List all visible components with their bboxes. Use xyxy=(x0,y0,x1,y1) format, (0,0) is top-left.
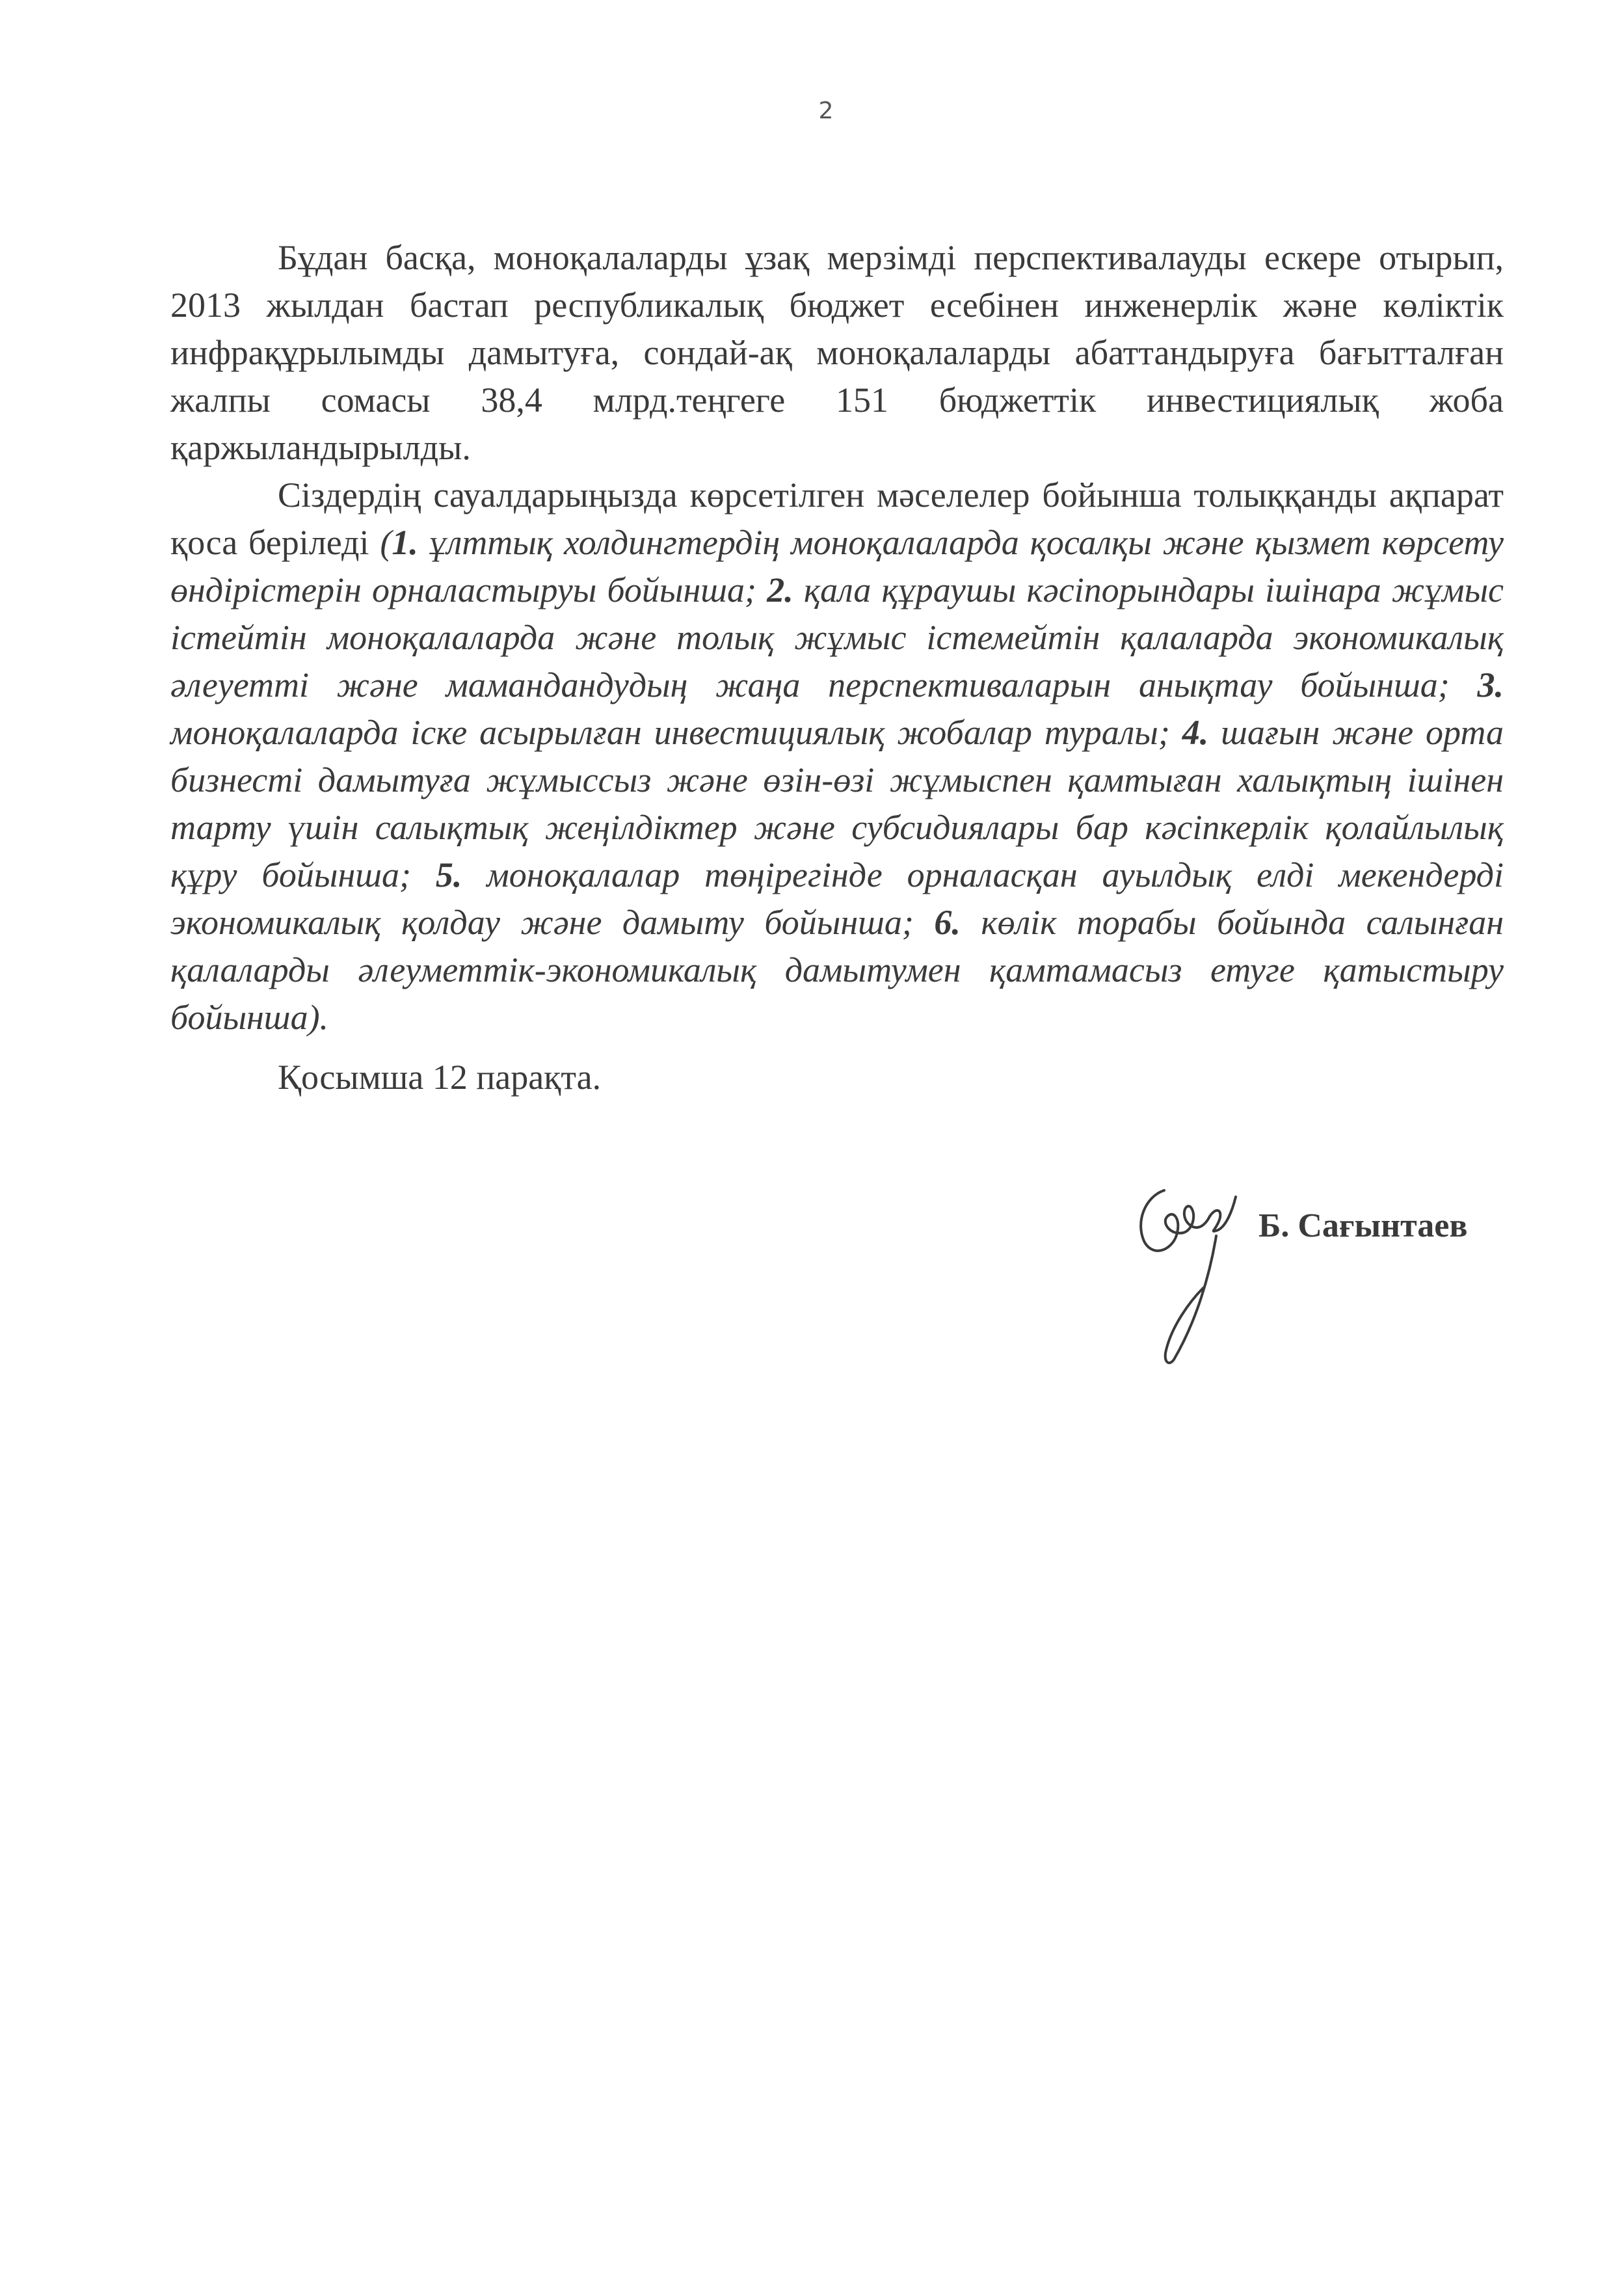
item-text: моноқалаларда іске асырылған инвестициялық жобалар туралы; xyxy=(170,713,1182,752)
item-text: ұлттық холдингтердің моноқалаларда қосалқы және қызмет көрсету өндірістерін орналастыруы бойынша; xyxy=(170,523,1504,609)
handwritten-signature xyxy=(1119,1171,1275,1366)
paragraph-2-intro: Сіздердің сауалдарыңызда көрсетілген мәселелер бойынша толыққанды ақпарат қоса беріледі xyxy=(170,475,1504,562)
paragraph-1: Бұдан басқа, моноқалаларды ұзақ мерзімді перспективалауды ескере отырып, 2013 жылдан бастап республикалық бюджет есебінен инженерлік және көліктік инфрақұрылымды дамытуға, сондай-ақ моноқалаларды абаттандыруға бағытталған жалпы сомасы 38,4 млрд.теңгеге 151 бюджеттік инвестициялық жоба қаржыландырылды. xyxy=(170,238,1504,467)
enumeration-close: ). xyxy=(308,998,329,1037)
paragraph-2 xyxy=(170,472,1504,1041)
item-text: көлік торабы бойында салынған қалаларды әлеуметтік-экономикалық дамытумен қамтамасыз етуге қатыстыру бойынша xyxy=(170,903,1504,1037)
letter-body xyxy=(170,234,1504,1041)
appendix-note: Қосымша 12 парақта. xyxy=(278,1058,602,1097)
item-number: 6. xyxy=(934,903,961,942)
item-number: 1. xyxy=(392,523,418,562)
enumeration xyxy=(170,523,1504,1037)
signer-name: Б. Сағынтаев xyxy=(1258,1207,1468,1244)
enumeration-open: ( xyxy=(380,523,392,562)
item-text: қала құраушы кәсіпорындары ішінара жұмыс істейтін моноқалаларда және толық жұмыс істемейтін қалаларда экономикалық әлеуетті және мамандандудың жаңа перспективаларын анықтау бойынша; xyxy=(170,570,1504,704)
item-number: 2. xyxy=(767,570,793,609)
item-number: 5. xyxy=(435,855,462,894)
item-text: моноқалалар төңірегінде орналасқан ауылдық елді мекендерді экономикалық қолдау және дамыту бойынша; xyxy=(170,855,1504,942)
signature-block xyxy=(1119,1171,1541,1366)
page-number: 2 xyxy=(818,98,834,124)
item-number: 3. xyxy=(1477,665,1504,704)
item-text: шағын және орта бизнесті дамытуға жұмыссыз және өзін-өзі жұмыспен қамтыған халықтың ішінен тарту үшін салықтық жеңілдіктер және субсидиялары бар кәсіпкерлік қолайлылық құру бойынша; xyxy=(170,713,1504,894)
item-number: 4. xyxy=(1182,713,1209,752)
